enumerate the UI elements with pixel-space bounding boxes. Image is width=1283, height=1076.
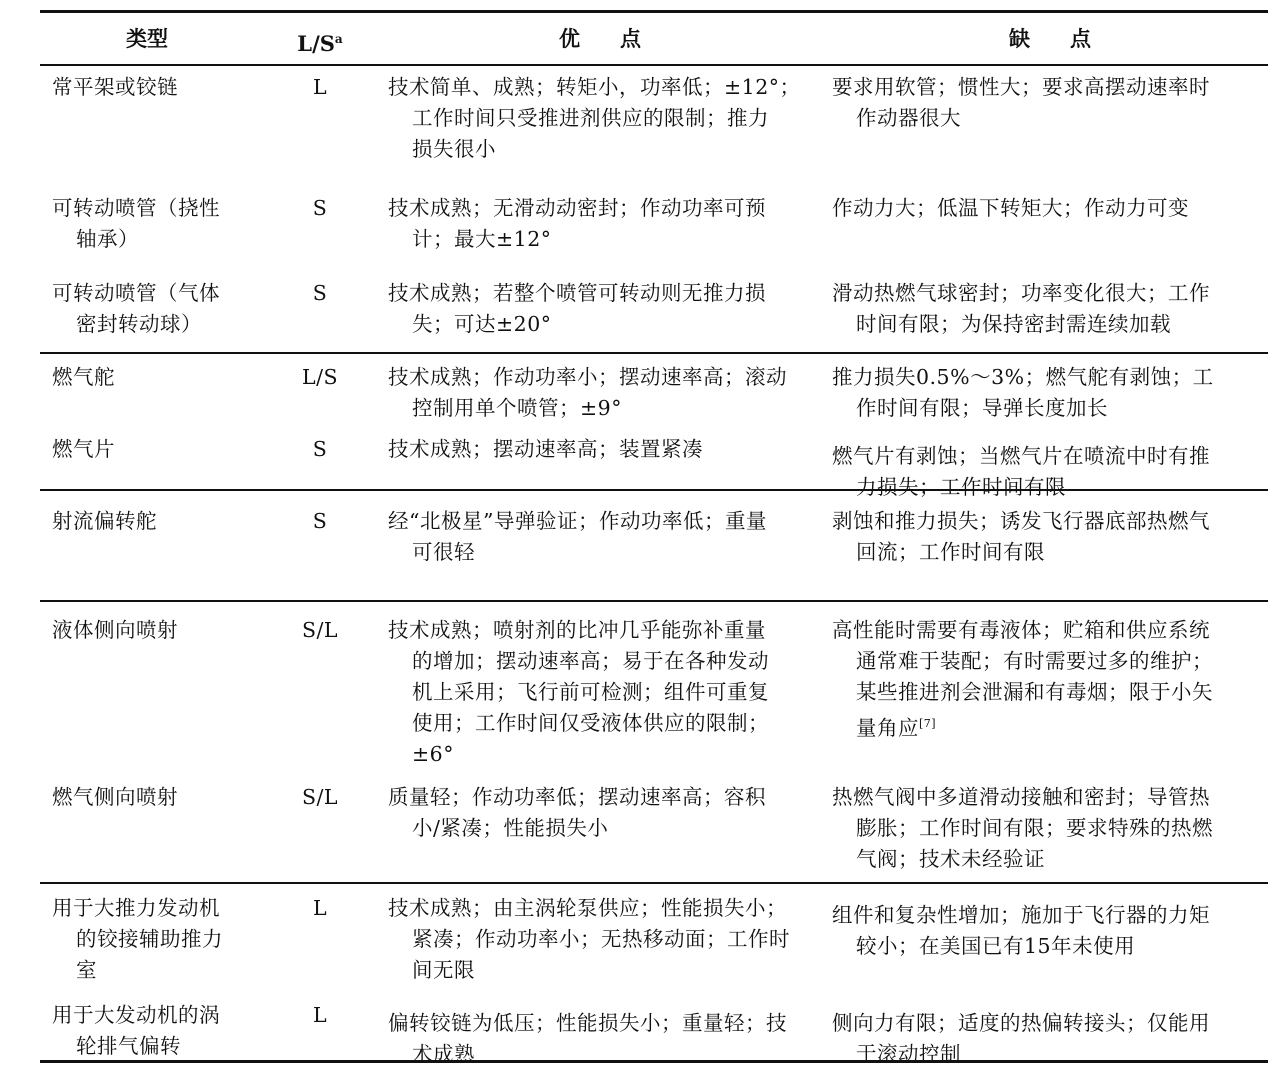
table-row-1-disadvantages: 作动力大；低温下转矩大；作动力可变	[832, 196, 1189, 220]
table-row-4-ls: S	[312, 437, 328, 461]
table-row-5-ls: S	[312, 509, 328, 533]
table-row-3-disadvantages: 推力损失0.5%～3%；燃气舵有剥蚀；工 作时间有限；导弹长度加长	[832, 365, 1214, 420]
table-row-6-advantages: 技术成熟；喷射剂的比冲几乎能弥补重量 的增加；摆动速率高；易于在各种发动 机上采用；飞行前可检测；组件可重复 使用；工作时间仅受液体供应的限制； ±6°	[388, 618, 769, 766]
table-row-0-advantages: 技术简单、成熟；转矩小，功率低；±12°； 工作时间只受推进剂供应的限制；推力 损失很小	[388, 75, 801, 161]
table-top-rule	[40, 10, 1268, 13]
table-row-5-disadvantages: 剥蚀和推力损失；诱发飞行器底部热燃气 回流；工作时间有限	[832, 509, 1210, 564]
table-row-2-disadvantages: 滑动热燃气球密封；功率变化很大；工作 时间有限；为保持密封需连续加载	[832, 281, 1210, 336]
table-row-0-type: 常平架或铰链	[52, 75, 178, 99]
table-row-8-disadvantages: 组件和复杂性增加；施加于飞行器的力矩 较小；在美国已有15年未使用	[832, 903, 1210, 958]
header-ls-footnote: a	[334, 32, 343, 46]
table-row-4-type: 燃气片	[52, 437, 115, 461]
table-row-7-ls: S/L	[301, 785, 339, 809]
group-rule-3	[40, 600, 1268, 602]
table-row-9-ls: L	[312, 1003, 328, 1027]
table-row-3-type: 燃气舵	[52, 365, 115, 389]
table-row-5-type: 射流偏转舵	[52, 509, 157, 533]
table-row-1-advantages: 技术成熟；无滑动动密封；作动功率可预 计；最大±12°	[388, 196, 766, 251]
group-rule-1	[40, 352, 1268, 354]
table-row-2-type: 可转动喷管（气体 密封转动球）	[52, 281, 220, 336]
table-row-9-advantages: 偏转铰链为低压；性能损失小；重量轻；技 术成熟	[388, 1011, 787, 1066]
table-row-6-ls: S/L	[301, 618, 339, 642]
table-row-5-advantages: 经“北极星”导弹验证；作动功率低；重量 可很轻	[388, 509, 767, 564]
table-row-0-ls: L	[312, 75, 328, 99]
table-row-3-ls: L/S	[301, 365, 339, 389]
table-row-7-advantages: 质量轻；作动功率低；摆动速率高；容积 小/紧凑；性能损失小	[388, 785, 766, 840]
table-row-6-disadvantages: 高性能时需要有毒液体；贮箱和供应系统 通常难于装配；有时需要过多的维护； 某些推进剂会泄漏和有毒烟；限于小矢 量角应[7]	[832, 618, 1213, 740]
table-row-8-ls: L	[312, 896, 328, 920]
table-row-1-ls: S	[312, 196, 328, 220]
table-row-4-advantages: 技术成熟；摆动速率高；装置紧凑	[388, 437, 703, 461]
table-row-9-disadvantages: 侧向力有限；适度的热偏转接头；仅能用 于滚动控制	[832, 1011, 1210, 1066]
header-ls-label: L/S	[297, 31, 335, 56]
table-row-2-ls: S	[312, 281, 328, 305]
table-row-6-type: 液体侧向喷射	[52, 618, 178, 642]
header-type: 类型	[126, 26, 168, 51]
table-row-0-disadvantages: 要求用软管；惯性大；要求高摆动速率时 作动器很大	[832, 75, 1210, 130]
header-advantages: 优点	[559, 26, 681, 51]
table-row-3-advantages: 技术成熟；作动功率小；摆动速率高；滚动 控制用单个喷管；±9°	[388, 365, 787, 420]
group-rule-4	[40, 882, 1268, 884]
table-row-2-advantages: 技术成熟；若整个喷管可转动则无推力损 失；可达±20°	[388, 281, 766, 336]
table-row-1-type: 可转动喷管（挠性 轴承）	[52, 196, 220, 251]
table-row-9-type: 用于大发动机的涡 轮排气偏转	[52, 1003, 220, 1058]
table-row-8-advantages: 技术成熟；由主涡轮泵供应；性能损失小； 紧凑；作动功率小；无热移动面；工作时 间无限	[388, 896, 790, 982]
table-row-8-type: 用于大推力发动机 的铰接辅助推力 室	[52, 896, 223, 982]
header-disadvantages: 缺点	[1009, 26, 1131, 51]
header-ls	[282, 24, 358, 59]
footnote-ref: [7]	[919, 717, 937, 730]
header-rule	[40, 64, 1268, 66]
table-row-4-disadvantages: 燃气片有剥蚀；当燃气片在喷流中时有推 力损失；工作时间有限	[832, 444, 1210, 499]
table-row-7-type: 燃气侧向喷射	[52, 785, 178, 809]
table-row-7-disadvantages: 热燃气阀中多道滑动接触和密封；导管热 膨胀；工作时间有限；要求特殊的热燃 气阀；技术未经验证	[832, 785, 1213, 871]
